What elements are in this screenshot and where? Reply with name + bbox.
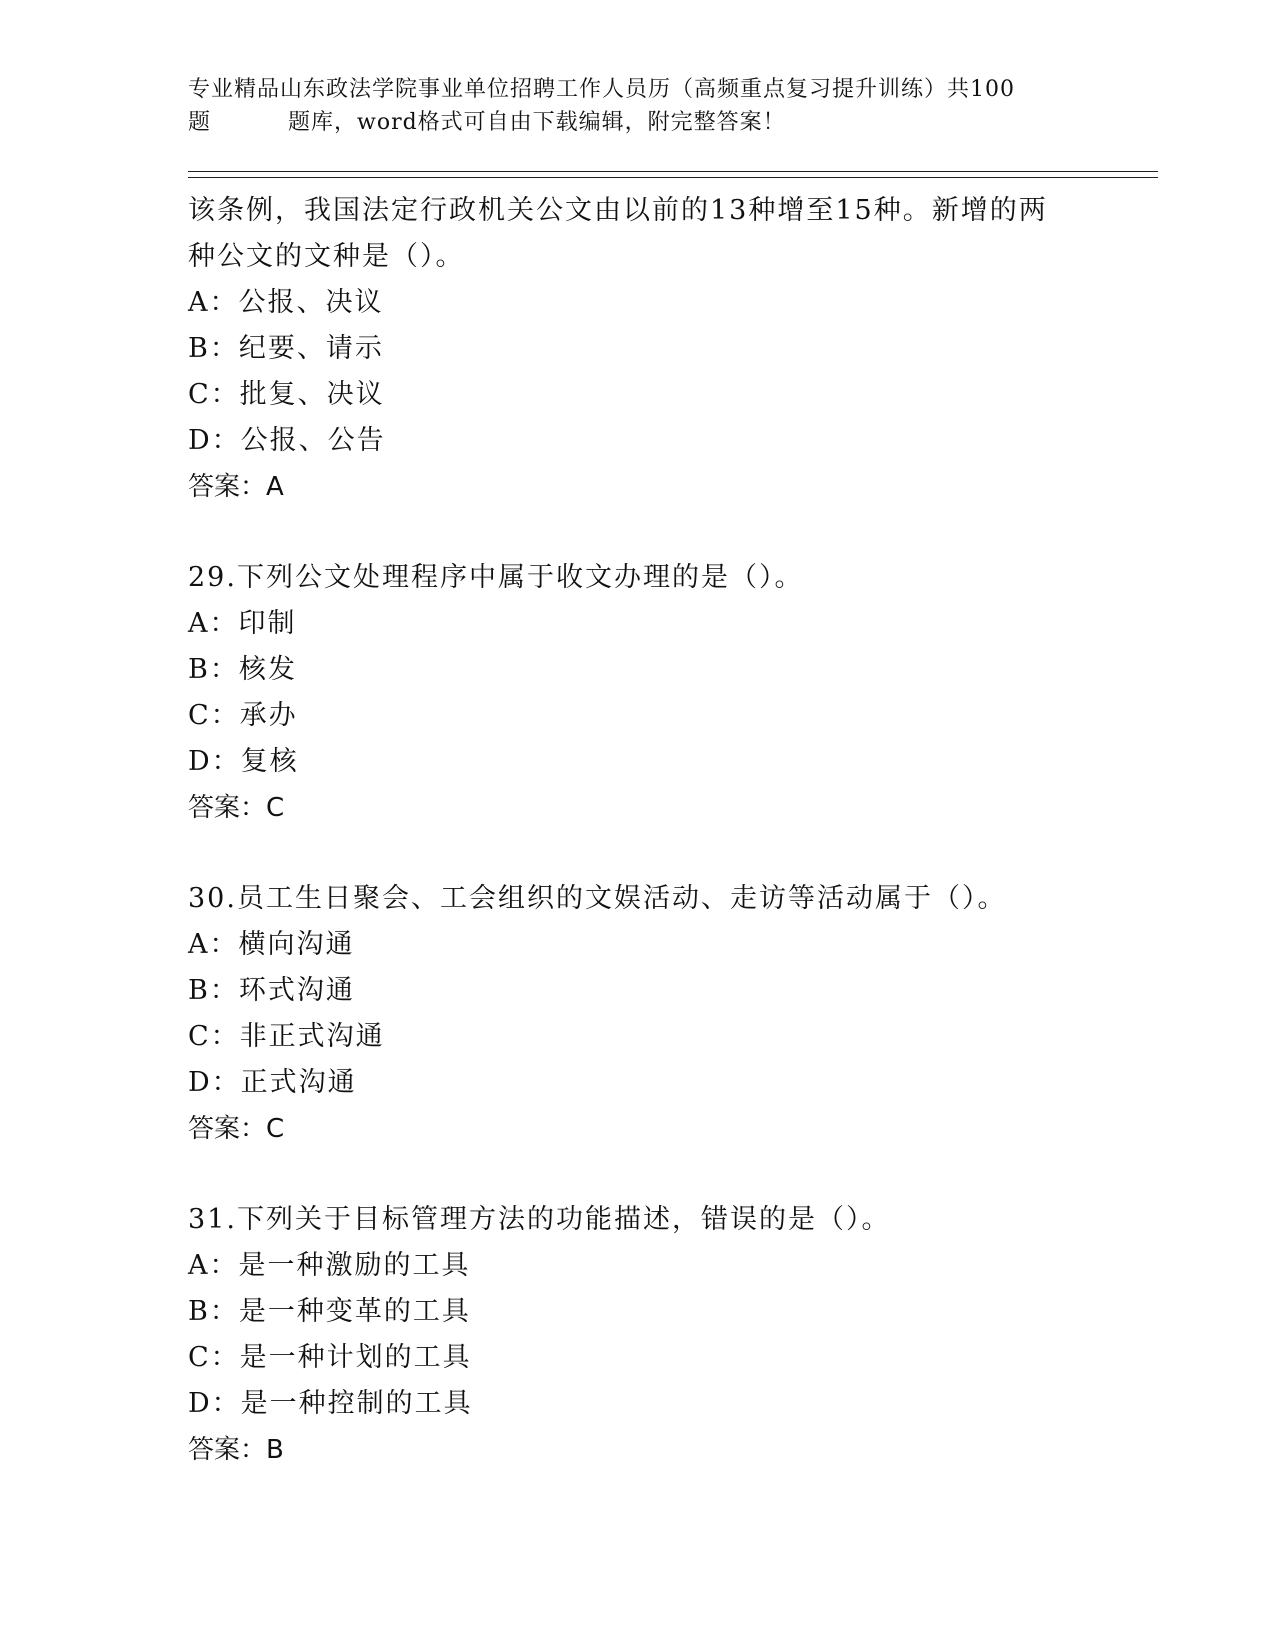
option-c: C：承办 bbox=[188, 700, 298, 731]
header-line-2 bbox=[188, 106, 1088, 139]
question-block bbox=[188, 876, 1088, 1152]
option-a: A：是一种激励的工具 bbox=[188, 1250, 471, 1281]
question-stem: 30.员工生日聚会、工会组织的文娱活动、走访等活动属于（）。 bbox=[188, 883, 1007, 914]
option-b: B：核发 bbox=[188, 654, 297, 685]
option-d: D：复核 bbox=[188, 746, 299, 777]
option-c: C：非正式沟通 bbox=[188, 1021, 385, 1052]
header-divider-bottom bbox=[188, 177, 1158, 178]
question-stem: 31.下列关于目标管理方法的功能描述，错误的是（）。 bbox=[188, 1204, 891, 1235]
option-b: B：是一种变革的工具 bbox=[188, 1296, 471, 1327]
option-b: B：纪要、请示 bbox=[188, 333, 384, 364]
option-c: C：是一种计划的工具 bbox=[188, 1342, 472, 1373]
option-c: C：批复、决议 bbox=[188, 379, 385, 410]
question-stem: 29.下列公文处理程序中属于收文办理的是（）。 bbox=[188, 562, 804, 593]
option-a: A：横向沟通 bbox=[188, 929, 355, 960]
answer-line: 答案：B bbox=[188, 1435, 284, 1465]
header-line-2-lead: 题 bbox=[188, 110, 212, 135]
option-a: A：印制 bbox=[188, 608, 297, 639]
option-d: D：是一种控制的工具 bbox=[188, 1388, 473, 1419]
document-header bbox=[188, 73, 1088, 139]
question-list bbox=[188, 188, 1088, 1473]
header-line-1: 专业精品山东政法学院事业单位招聘工作人员历（高频重点复习提升训练）共100 bbox=[188, 77, 1015, 102]
option-d: D：公报、公告 bbox=[188, 425, 386, 456]
option-a: A：公报、决议 bbox=[188, 287, 384, 318]
question-stem: 种公文的文种是（）。 bbox=[188, 241, 465, 272]
header-divider-top bbox=[188, 171, 1158, 172]
option-b: B：环式沟通 bbox=[188, 975, 355, 1006]
header-line-2-rest: 题库，word格式可自由下载编辑，附完整答案！ bbox=[288, 110, 786, 135]
answer-line: 答案：C bbox=[188, 1114, 285, 1144]
option-d: D：正式沟通 bbox=[188, 1067, 357, 1098]
answer-line: 答案：C bbox=[188, 793, 285, 823]
question-stem: 该条例，我国法定行政机关公文由以前的13种增至15种。新增的两 bbox=[188, 195, 1048, 226]
answer-line: 答案：A bbox=[188, 472, 284, 502]
question-block bbox=[188, 1197, 1088, 1473]
question-block bbox=[188, 188, 1088, 510]
question-block bbox=[188, 555, 1088, 831]
